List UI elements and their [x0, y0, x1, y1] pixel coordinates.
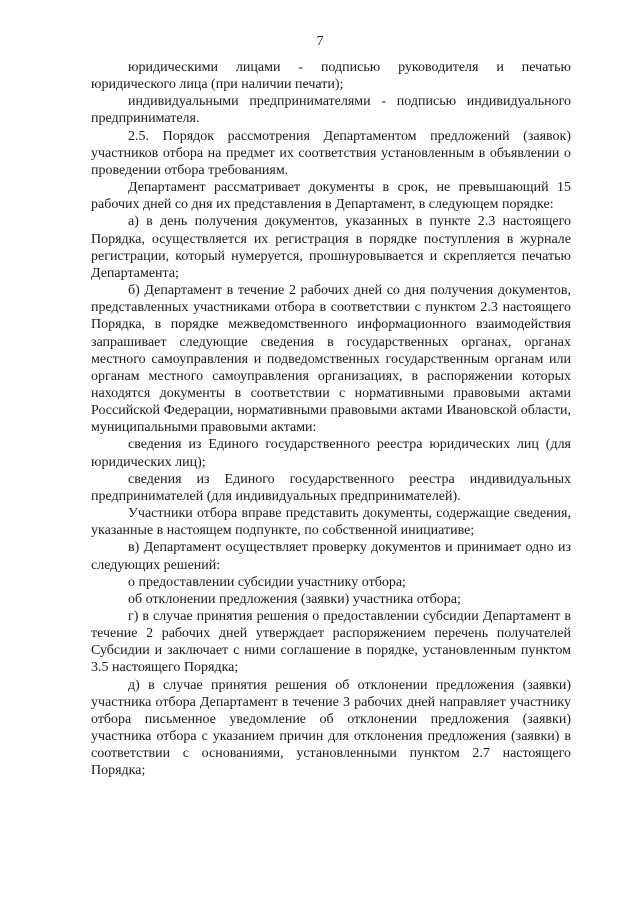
- paragraph-decision-reject: об отклонении предложения (заявки) участника отбора;: [128, 591, 461, 607]
- paragraph-item-v: в) Департамент осуществляет проверку документов и принимает одно из следующих решений:: [91, 540, 571, 573]
- paragraph-section-2-5-heading: 2.5. Порядок рассмотрения Департаментом предложений (заявок) участников отбора на предмет их соответствия установленным в объявлении о проведении отбора требованиям.: [91, 128, 571, 178]
- document-body: [91, 59, 571, 780]
- paragraph-item-b: б) Департамент в течение 2 рабочих дней со дня получения документов, представленных участниками отбора в соответствии с пунктом 2.3 настоящего Порядка, в порядке межведомственного информационного взаимодействия запрашивает следующие сведения в государственных органах, органах местного самоуправления и подведомственных государственным органам или органам местного самоуправления организациях, в распоряжении которых находятся документы в соответствии с нормативными правовыми актами Российской Федерации, нормативными правовыми актами Ивановской области, муниципальными правовыми актами:: [91, 283, 571, 436]
- paragraph-signature-entrepreneurs: индивидуальными предпринимателями - подписью индивидуального предпринимателя.: [91, 94, 571, 127]
- paragraph-decision-grant: о предоставлении субсидии участнику отбора;: [128, 574, 406, 590]
- paragraph-item-g: г) в случае принятия решения о предоставлении субсидии Департамент в течение 2 рабочих дней утверждает распоряжением перечень получателей Субсидии и заключает с ними соглашение в порядке, установленным пунктом 3.5 настоящего Порядка;: [91, 609, 571, 676]
- paragraph-item-a: а) в день получения документов, указанных в пункте 2.3 настоящего Порядка, осуществляется их регистрация в порядке поступления в журнале регистрации, который нумеруется, прошнуровывается и скрепляется печатью Департамента;: [91, 214, 571, 281]
- paragraph-item-d: д) в случае принятия решения об отклонении предложения (заявки) участника отбора Департамент в течение 3 рабочих дней направляет участнику отбора письменное уведомление об отклонении предложения (заявки) участника отбора с указанием причин для отклонения предложения (заявки) в соответствии с основаниями, установленными пунктом 2.7 настоящего Порядка;: [91, 677, 571, 779]
- page-number: 7: [316, 34, 324, 49]
- paragraph-own-initiative: Участники отбора вправе представить документы, содержащие сведения, указанные в настоящем подпункте, по собственной инициативе;: [91, 506, 571, 539]
- paragraph-signature-legal-entities: юридическими лицами - подписью руководителя и печатью юридического лица (при наличии печати);: [91, 60, 571, 93]
- paragraph-egrul: сведения из Единого государственного реестра юридических лиц (для юридических лиц);: [91, 437, 571, 470]
- paragraph-review-term: Департамент рассматривает документы в срок, не превышающий 15 рабочих дней со дня их представления в Департамент, в следующем порядке:: [91, 180, 571, 213]
- paragraph-egrip: сведения из Единого государственного реестра индивидуальных предпринимателей (для индивидуальных предпринимателей).: [91, 471, 571, 504]
